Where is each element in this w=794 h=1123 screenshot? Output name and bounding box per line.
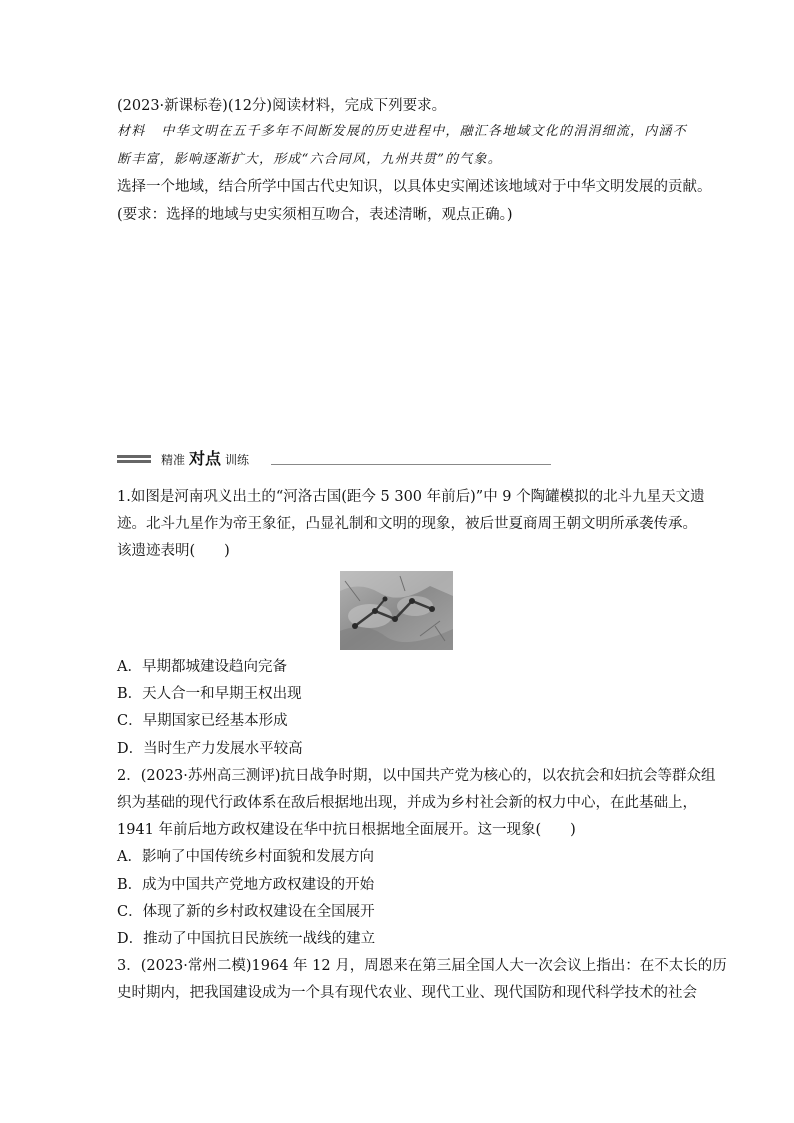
material-line-1 <box>117 122 687 142</box>
q1-stem-3: 该遗迹表明( ) <box>117 543 230 559</box>
section-header-bars <box>117 455 151 465</box>
question-prompt: 阅读材料，完成下列要求。 <box>272 98 447 114</box>
q1-stem-1: 1.如图是河南巩义出土的“河洛古国(距今 5 300 年前后)”中 9 个陶罐模拟的北斗九星天文遗 <box>117 489 705 505</box>
section-prefix: 精准 <box>161 453 186 467</box>
q1-stem-2: 迹。北斗九星作为帝王象征，凸显礼制和文明的现象，被后世夏商周王朝文明所承袭传承。 <box>117 516 697 532</box>
material-label: 材料 <box>117 124 146 139</box>
q2-stem-1: 2．(2023·苏州高三测评)抗日战争时期，以中国共产党为核心的，以农抗会和妇抗会等群众组 <box>117 768 716 784</box>
question-intro <box>117 96 446 116</box>
section-emphasis: 对点 <box>189 449 222 468</box>
section-rule <box>271 464 551 465</box>
q2-option-b: B．成为中国共产党地方政权建设的开始 <box>117 877 375 893</box>
section-suffix: 训练 <box>225 453 250 467</box>
q1-option-a: A．早期都城建设趋向完备 <box>117 659 287 675</box>
q1-option-b: B．天人合一和早期王权出现 <box>117 686 302 702</box>
q1-option-c: C．早期国家已经基本形成 <box>117 713 288 729</box>
relic-photo <box>340 571 453 650</box>
section-header <box>117 448 677 470</box>
q1-option-d: D．当时生产力发展水平较高 <box>117 741 303 757</box>
q3-stem-1: 3．(2023·常州二模)1964 年 12 月，周恩来在第三届全国人大一次会议上指出：在不太长的历 <box>117 958 727 974</box>
section-title <box>161 448 249 471</box>
q2-option-c: C．体现了新的乡村政权建设在全国展开 <box>117 904 375 920</box>
task-line-1: 选择一个地域，结合所学中国古代史知识，以具体史实阐述该地域对于中华文明发展的贡献。 <box>117 179 712 195</box>
q2-option-a: A．影响了中国传统乡村面貌和发展方向 <box>117 849 374 865</box>
material-text-1: 中华文明在五千多年不间断发展的历史进程中，融汇各地域文化的涓涓细流，内涵不 <box>161 124 687 139</box>
q2-stem-3: 1941 年前后地方政权建设在华中抗日根据地全面展开。这一现象( ) <box>117 822 576 838</box>
q2-stem-2: 织为基础的现代行政体系在敌后根据地出现，并成为乡村社会新的权力中心，在此基础上， <box>117 795 697 811</box>
material-line-2: 断丰富，影响逐渐扩大，形成“六合同风，九州共贯”的气象。 <box>117 152 502 167</box>
question-source: (2023·新课标卷)(12分) <box>117 98 273 114</box>
task-line-2: (要求：选择的地域与史实须相互吻合，表述清晰，观点正确。) <box>117 207 513 223</box>
q3-stem-2: 史时期内，把我国建设成为一个具有现代农业、现代工业、现代国防和现代科学技术的社会 <box>117 985 697 1001</box>
q2-option-d: D．推动了中国抗日民族统一战线的建立 <box>117 931 376 947</box>
